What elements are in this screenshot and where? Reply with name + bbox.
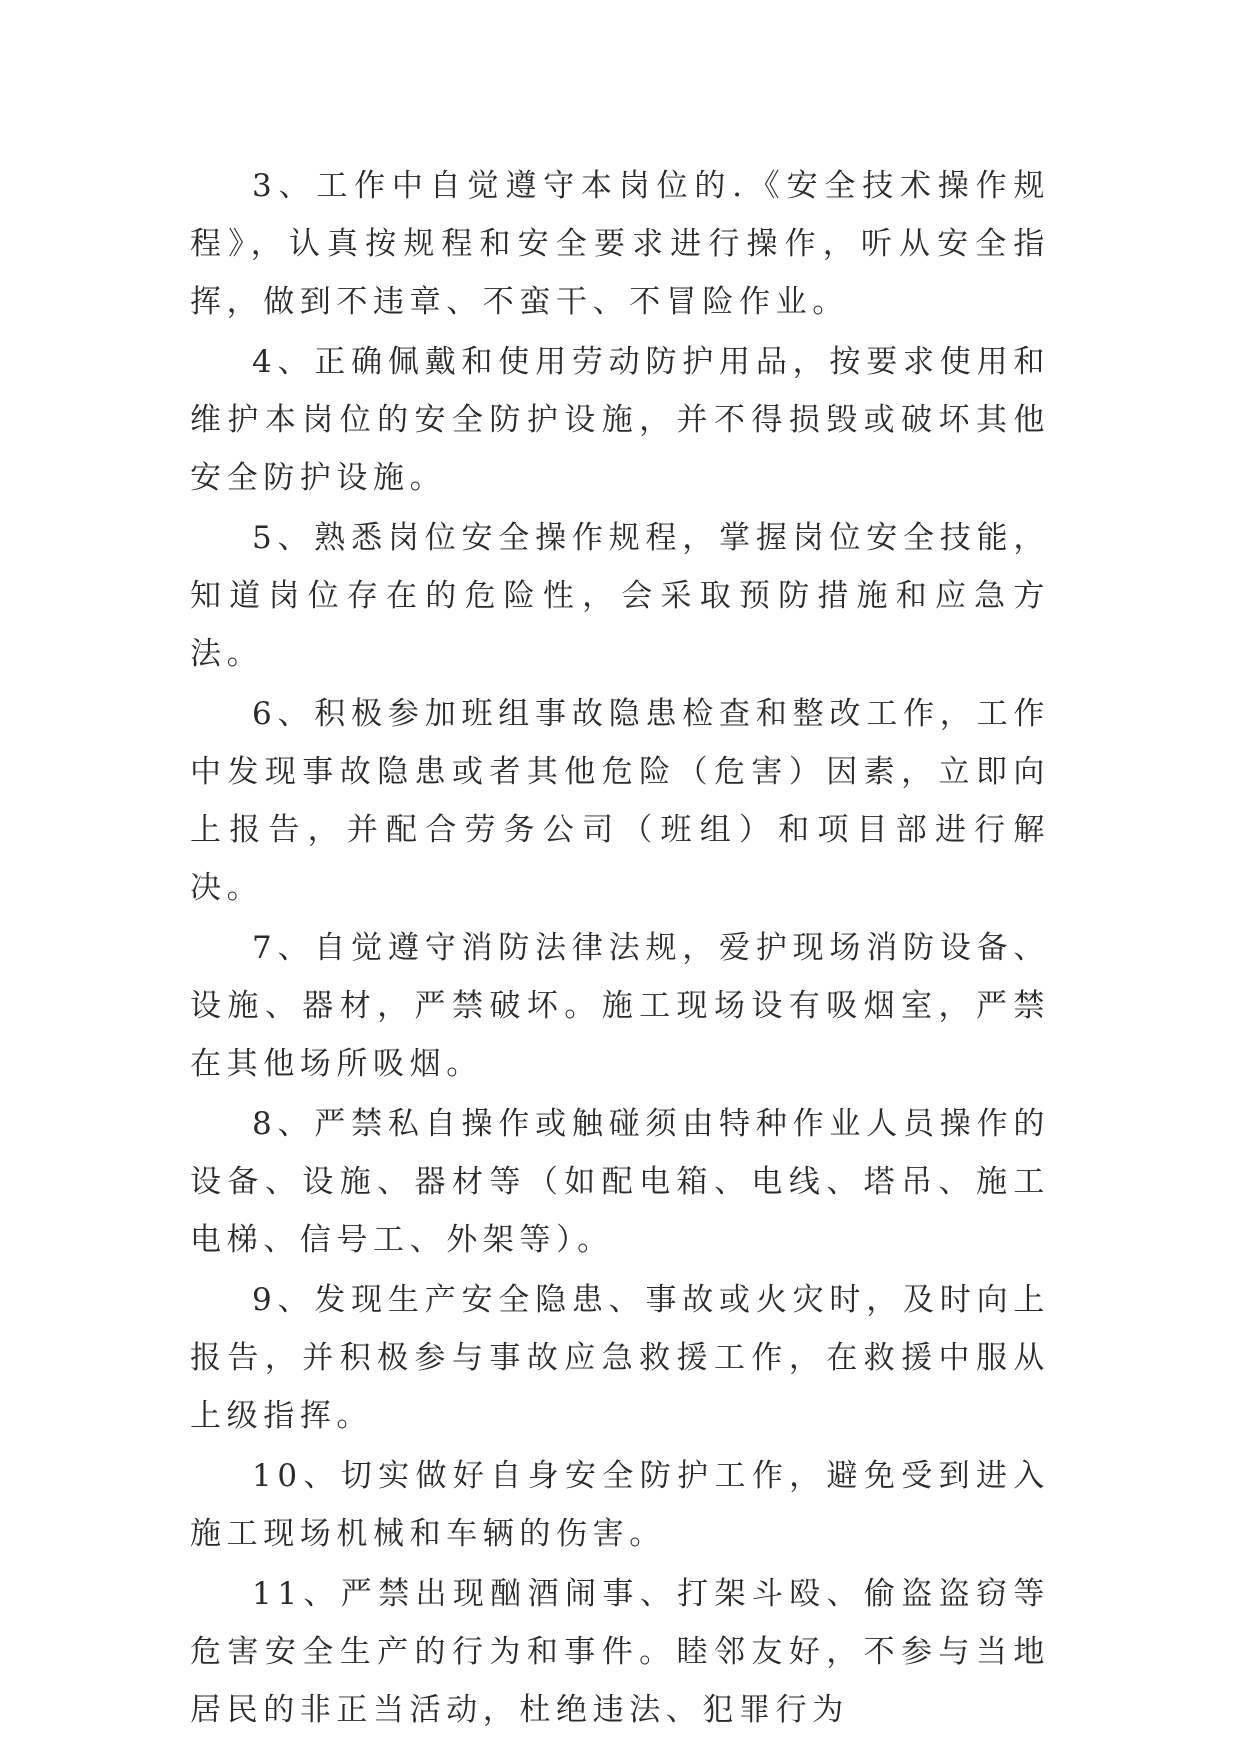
paragraph-item-8: 8、严禁私自操作或触碰须由特种作业人员操作的设备、设施、器材等（如配电箱、电线、塔吊、施工电梯、信号工、外架等）。 <box>190 1106 1050 1258</box>
paragraph-item-4: 4、正确佩戴和使用劳动防护用品，按要求使用和维护本岗位的安全防护设施，并不得损毁或破坏其他安全防护设施。 <box>190 344 1050 496</box>
paragraph-item-10: 10、切实做好自身安全防护工作，避免受到进入施工现场机械和车辆的伤害。 <box>190 1458 1050 1552</box>
paragraph-item-9: 9、发现生产安全隐患、事故或火灾时，及时向上报告，并积极参与事故应急救援工作，在救援中服从上级指挥。 <box>190 1282 1050 1434</box>
paragraph-item-7: 7、自觉遵守消防法律法规，爱护现场消防设备、设施、器材，严禁破坏。施工现场设有吸烟室，严禁在其他场所吸烟。 <box>190 930 1050 1082</box>
paragraph-item-5: 5、熟悉岗位安全操作规程，掌握岗位安全技能，知道岗位存在的危险性，会采取预防措施和应急方法。 <box>190 520 1050 672</box>
document-body <box>190 157 1050 1741</box>
paragraph-item-3: 3、工作中自觉遵守本岗位的.《安全技术操作规程》，认真按规程和安全要求进行操作，听从安全指挥，做到不违章、不蛮干、不冒险作业。 <box>190 168 1050 320</box>
paragraph-item-11: 11、严禁出现酗酒闹事、打架斗殴、偷盗盗窃等危害安全生产的行为和事件。睦邻友好，不参与当地居民的非正当活动，杜绝违法、犯罪行为 <box>190 1576 1050 1728</box>
paragraph-item-6: 6、积极参加班组事故隐患检查和整改工作，工作中发现事故隐患或者其他危险（危害）因素，立即向上报告，并配合劳务公司（班组）和项目部进行解决。 <box>190 696 1050 906</box>
